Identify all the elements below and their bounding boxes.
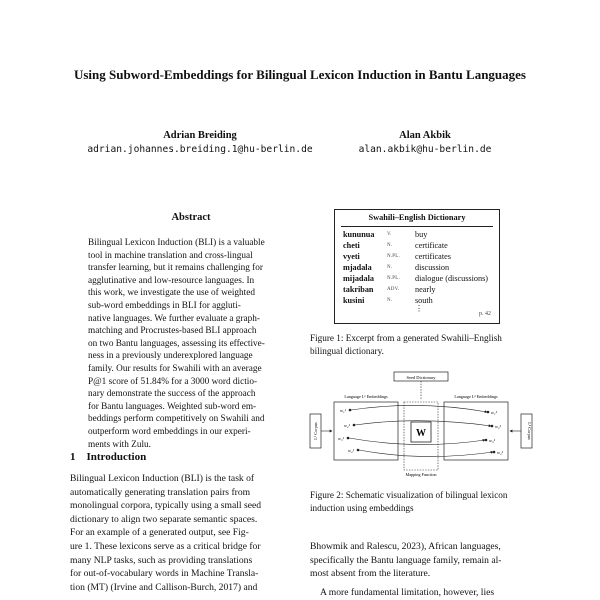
- abstract-line: tool in machine translation and cross-lingual: [88, 250, 253, 261]
- abstract-line: ments with Zulu.: [88, 439, 151, 450]
- abstract-body: [88, 237, 294, 451]
- entry-translation: certificate: [415, 241, 448, 250]
- abstract-line: outperform word embeddings in our experi-: [88, 426, 251, 437]
- section-number: 1: [70, 451, 76, 463]
- right-point: [491, 425, 494, 428]
- entry-word: cheti: [343, 241, 360, 250]
- left-point-label: w₃¹: [338, 436, 344, 441]
- abstract-line: native languages. We further evaluate a graph-: [88, 313, 260, 324]
- paper-title: Using Subword-Embeddings for Bilingual Lexicon Induction in Bantu Languages: [73, 67, 526, 82]
- figure-1-caption: [310, 332, 535, 357]
- left-embeddings-label: Language L¹ Embeddings: [344, 394, 388, 399]
- abstract-line: matching and Procrustes-based BLI approach: [88, 326, 257, 337]
- body-line: specifically the Bantu language family, remain al-: [310, 554, 502, 566]
- caption-line: Figure 2: Schematic visualization of bilingual lexicon: [310, 490, 508, 500]
- abstract-line: this work, we investigate the use of weighted: [88, 288, 255, 299]
- abstract-line: Bilingual Lexicon Induction (BLI) is a valuable: [88, 238, 265, 248]
- entry-translation: discussion: [415, 263, 450, 272]
- abstract-line: sub-word embeddings in BLI for aggluti-: [88, 300, 241, 311]
- figure-2-caption: [310, 489, 535, 514]
- right-column-body: [310, 540, 535, 599]
- section-1-heading: [70, 451, 300, 463]
- intro-line: ure 1. These lexicons serve as a critical bridge for: [70, 540, 261, 552]
- entry-translation: dialogue (discussions): [415, 274, 488, 283]
- abstract-line: on two Bantu languages, assessing its effective-: [88, 338, 265, 349]
- author-1: [70, 129, 330, 157]
- entry-pos: N.PL.: [387, 276, 400, 281]
- dictionary-entry: [343, 251, 493, 262]
- entry-word: kununua: [343, 230, 375, 239]
- entry-pos: N.: [387, 243, 393, 248]
- right-point: [487, 411, 490, 414]
- dictionary-entry: [343, 229, 493, 240]
- abstract-line: beddings perform competitively on Swahili and: [88, 414, 265, 425]
- right-embeddings-label: Language L² Embeddings: [454, 394, 498, 399]
- intro-line: automatically generating translation pairs from: [70, 486, 251, 498]
- right-point: [485, 439, 488, 442]
- left-point-label: w₁¹: [340, 408, 346, 413]
- dictionary-entry: [343, 284, 493, 295]
- dictionary-rule: [341, 226, 493, 227]
- body-line: A more fundamental limitation, however, lies: [320, 586, 495, 598]
- figure-2-schematic: [308, 370, 534, 480]
- author-2-name: Alan Akbik: [399, 130, 451, 141]
- entry-translation: nearly: [415, 285, 436, 294]
- right-corpus-label: L² Corpus: [527, 422, 532, 440]
- caption-line: bilingual dictionary.: [310, 345, 384, 356]
- right-point-label: w₂²: [495, 424, 501, 429]
- intro-line: monolingual corpora, typically using a small seed: [70, 500, 262, 512]
- entry-word: kusini: [343, 296, 365, 305]
- entry-pos: N.PL.: [387, 254, 400, 259]
- entry-pos: ADV.: [387, 287, 400, 292]
- abstract-line: for Bantu languages. Weighted sub-word em-: [88, 401, 257, 412]
- mapping-function-label: Mapping Function: [405, 472, 437, 477]
- body-line: Bhowmik and Ralescu, 2023), African languages,: [310, 541, 501, 552]
- abstract-line: nary demonstrate the success of the approach: [88, 389, 256, 400]
- left-point: [349, 409, 352, 412]
- seed-dictionary-label: Seed Dictionary: [406, 375, 436, 380]
- intro-line: For an example of a generated output, see Fig-: [70, 527, 249, 539]
- left-point: [353, 424, 356, 427]
- entry-word: mijadala: [343, 274, 374, 283]
- caption-line: Figure 1: Excerpt from a generated Swahili–English: [310, 333, 502, 343]
- abstract-line: agglutinative and low-resource languages. In: [88, 275, 255, 286]
- left-point: [347, 437, 350, 440]
- author-1-email: adrian.johannes.breiding.1@hu-berlin.de: [87, 144, 313, 155]
- dictionary-page-label: p. 42: [479, 311, 491, 317]
- abstract-line: ness in a previously underexplored language: [88, 351, 253, 362]
- left-point: [357, 449, 360, 452]
- abstract-line: transfer learning, but it remains challenging for: [88, 263, 263, 274]
- entry-pos: N.: [387, 265, 393, 270]
- dictionary-ellipsis: ⋮: [415, 304, 423, 313]
- dictionary-entry: [343, 262, 493, 273]
- body-line: most absent from the literature.: [310, 568, 431, 580]
- abstract-heading: Abstract: [171, 212, 211, 223]
- left-corpus-label: L¹ Corpus: [313, 422, 318, 440]
- intro-body: [70, 472, 300, 594]
- left-point-label: w₂¹: [344, 423, 350, 428]
- abstract-line: P@1 score of 51.84% for a 3000 word dictio-: [88, 376, 258, 387]
- dictionary-title: Swahili–English Dictionary: [368, 213, 466, 222]
- right-point-label: w₁²: [491, 410, 497, 415]
- dictionary-entry: [343, 273, 493, 284]
- abstract-line: family. Our results for Swahili with an average: [88, 363, 262, 374]
- left-point-label: w₄¹: [348, 448, 354, 453]
- entry-word: mjadala: [343, 263, 372, 272]
- entry-word: takriban: [343, 285, 374, 294]
- entry-pos: N.: [387, 298, 393, 303]
- intro-line: many NLP tasks, such as providing translations: [70, 554, 253, 566]
- right-point-label: w₄²: [497, 450, 503, 455]
- section-title: Introduction: [86, 451, 147, 463]
- author-2-email: alan.akbik@hu-berlin.de: [358, 144, 492, 155]
- intro-line: Bilingual Lexicon Induction (BLI) is the task of: [70, 473, 255, 484]
- entry-translation: certificates: [415, 252, 451, 261]
- figure-1-dictionary: [334, 209, 500, 324]
- right-point-label: w₃²: [489, 438, 495, 443]
- right-point: [493, 451, 496, 454]
- author-2: [330, 129, 520, 157]
- mapping-matrix-label: W: [416, 428, 426, 439]
- entry-word: vyeti: [343, 252, 360, 261]
- caption-line: induction using embeddings: [310, 502, 414, 513]
- entry-pos: V.: [387, 232, 392, 237]
- intro-line: dictionary to align two separate semantic spaces.: [70, 513, 258, 525]
- entry-translation: buy: [415, 230, 428, 239]
- entry-translation: south: [415, 296, 433, 305]
- intro-line: tion (MT) (Irvine and Callison-Burch, 2017) and: [70, 581, 258, 593]
- author-1-name: Adrian Breiding: [163, 130, 237, 141]
- dictionary-entry: [343, 240, 493, 251]
- intro-line: for out-of-vocabulary words in Machine Transla-: [70, 568, 259, 580]
